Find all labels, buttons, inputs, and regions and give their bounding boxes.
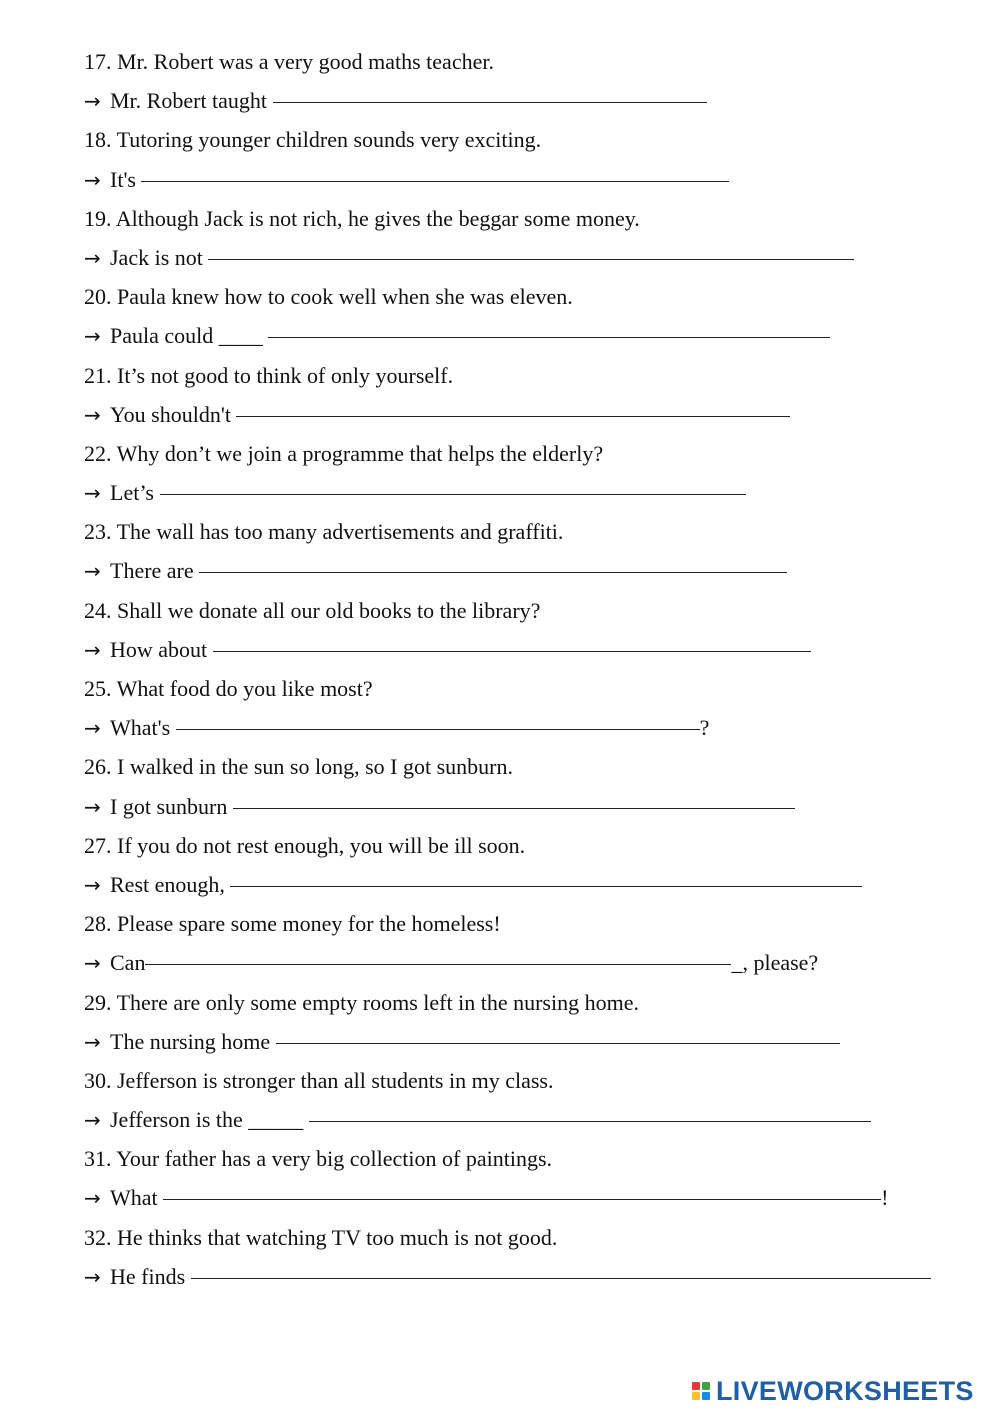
answer-blank-22[interactable] — [160, 484, 746, 495]
answer-blank-18[interactable] — [141, 171, 729, 182]
logo-text: LIVEWORKSHEETS — [716, 1375, 974, 1406]
logo-square-blue — [702, 1392, 710, 1400]
question-text: Although Jack is not rich, he gives the beggar some money. — [115, 205, 640, 231]
answer-row-24 — [84, 633, 984, 672]
question-23: 23. The wall has too many advertisements and graffiti. — [84, 519, 564, 545]
question-text: If you do not rest enough, you will be ill soon. — [117, 832, 526, 858]
answer-row-25: → What's ? — [84, 711, 984, 750]
arrow-icon: → — [84, 872, 101, 897]
answer-blank-32[interactable] — [191, 1268, 931, 1279]
question-text: Jefferson is stronger than all students in my class. — [117, 1067, 554, 1093]
answer-prefix: Can — [110, 950, 146, 976]
question-28: 28. Please spare some money for the homeless! — [84, 911, 501, 937]
answer-blank-26[interactable] — [233, 798, 795, 809]
question-text: Please spare some money for the homeless! — [117, 911, 501, 937]
question-text: I walked in the sun so long, so I got sunburn. — [117, 754, 513, 780]
question-text: It’s not good to think of only yourself. — [117, 362, 454, 388]
answer-prefix: The nursing home — [110, 1028, 271, 1054]
question-17: 17. Mr. Robert was a very good maths teacher. — [84, 49, 494, 74]
arrow-icon: → — [84, 637, 101, 662]
question-20: 20. Paula knew how to cook well when she was eleven. — [84, 284, 573, 310]
answer-prefix: Jefferson is the _____ — [110, 1107, 304, 1133]
question-25: 25. What food do you like most? — [84, 676, 373, 701]
answer-prefix: Let’s — [110, 480, 154, 506]
arrow-icon: → — [84, 1264, 101, 1289]
answer-row-20 — [84, 319, 984, 358]
question-22: 22. Why don’t we join a programme that helps the elderly? — [84, 440, 604, 466]
arrow-icon: → — [84, 402, 101, 427]
answer-row-32 — [84, 1260, 984, 1299]
answer-row-18 — [84, 163, 984, 202]
arrow-icon: → — [84, 89, 101, 114]
arrow-icon: → — [84, 324, 101, 349]
answer-prefix: Jack is not — [110, 244, 203, 270]
answer-row-26 — [84, 790, 984, 829]
answer-row-28: → Can _, please? — [84, 946, 984, 985]
question-text: Tutoring younger children sounds very exciting. — [116, 127, 542, 153]
answer-prefix: Rest enough, — [110, 871, 225, 897]
question-27: 27. If you do not rest enough, you will be ill soon. — [84, 832, 526, 858]
answer-blank-28[interactable] — [145, 954, 731, 965]
question-text: Paula knew how to cook well when she was eleven. — [117, 284, 573, 310]
arrow-icon: → — [84, 716, 101, 741]
arrow-icon: → — [84, 951, 101, 976]
arrow-icon: → — [84, 1186, 101, 1211]
question-text: There are only some empty rooms left in the nursing home. — [116, 989, 639, 1015]
liveworksheets-logo[interactable] — [692, 1374, 974, 1408]
answer-prefix: Mr. Robert taught — [110, 88, 268, 114]
question-text: He thinks that watching TV too much is not good. — [117, 1224, 558, 1250]
question-text: Shall we donate all our old books to the library? — [117, 597, 541, 623]
question-24: 24. Shall we donate all our old books to the library? — [84, 597, 541, 623]
answer-blank-25[interactable] — [176, 719, 700, 730]
worksheet — [84, 45, 984, 1299]
arrow-icon: → — [84, 559, 101, 584]
question-31: 31. Your father has a very big collection of paintings. — [84, 1146, 553, 1172]
answer-prefix: What — [110, 1185, 158, 1211]
arrow-icon: → — [84, 481, 101, 506]
answer-row-27 — [84, 868, 984, 907]
answer-blank-29[interactable] — [276, 1033, 840, 1044]
question-text: Mr. Robert was a very good maths teacher. — [117, 49, 494, 74]
question-18: 18. Tutoring younger children sounds very exciting. — [84, 127, 542, 153]
question-32: 32. He thinks that watching TV too much is not good. — [84, 1224, 558, 1250]
answer-prefix: You shouldn't — [110, 401, 231, 427]
answer-blank-24[interactable] — [213, 641, 811, 652]
logo-square-yellow — [692, 1392, 700, 1400]
question-text: Why don’t we join a programme that helps the elderly? — [116, 440, 604, 466]
answer-prefix: There are — [110, 558, 194, 584]
answer-blank-30[interactable] — [309, 1111, 871, 1122]
question-text: What food do you like most? — [116, 676, 373, 701]
answer-prefix: Paula could ____ — [110, 323, 263, 349]
question-26: 26. I walked in the sun so long, so I got sunburn. — [84, 754, 513, 780]
question-text: The wall has too many advertisements and graffiti. — [116, 519, 564, 545]
answer-blank-17[interactable] — [273, 92, 707, 103]
answer-row-22 — [84, 476, 984, 515]
arrow-icon: → — [84, 794, 101, 819]
arrow-icon: → — [84, 1029, 101, 1054]
arrow-icon: → — [84, 245, 101, 270]
answer-row-19 — [84, 241, 984, 280]
answer-blank-23[interactable] — [199, 562, 787, 573]
answer-row-21 — [84, 398, 984, 437]
answer-blank-21[interactable] — [236, 406, 790, 417]
answer-row-29 — [84, 1025, 984, 1064]
arrow-icon: → — [84, 167, 101, 192]
question-text: Your father has a very big collection of paintings. — [116, 1146, 553, 1172]
answer-blank-27[interactable] — [230, 876, 862, 887]
answer-blank-31[interactable] — [163, 1189, 881, 1200]
answer-row-30 — [84, 1103, 984, 1142]
answer-prefix: How about — [110, 636, 208, 662]
question-29: 29. There are only some empty rooms left in the nursing home. — [84, 989, 639, 1015]
arrow-icon: → — [84, 1108, 101, 1133]
logo-square-green — [702, 1382, 710, 1390]
answer-row-23 — [84, 554, 984, 593]
answer-prefix: It's — [110, 166, 136, 192]
answer-row-31: → What ! — [84, 1181, 984, 1220]
answer-blank-19[interactable] — [208, 249, 854, 260]
logo-square-red — [692, 1382, 700, 1390]
question-21: 21. It’s not good to think of only yourself. — [84, 362, 454, 388]
question-30: 30. Jefferson is stronger than all students in my class. — [84, 1067, 554, 1093]
answer-prefix: What's — [110, 715, 171, 741]
answer-prefix: I got sunburn — [110, 793, 228, 819]
answer-row-17 — [84, 84, 984, 123]
answer-blank-20[interactable] — [268, 327, 830, 338]
question-19: 19. Although Jack is not rich, he gives the beggar some money. — [84, 205, 640, 231]
logo-icon — [692, 1382, 710, 1400]
answer-prefix: He finds — [110, 1263, 186, 1289]
